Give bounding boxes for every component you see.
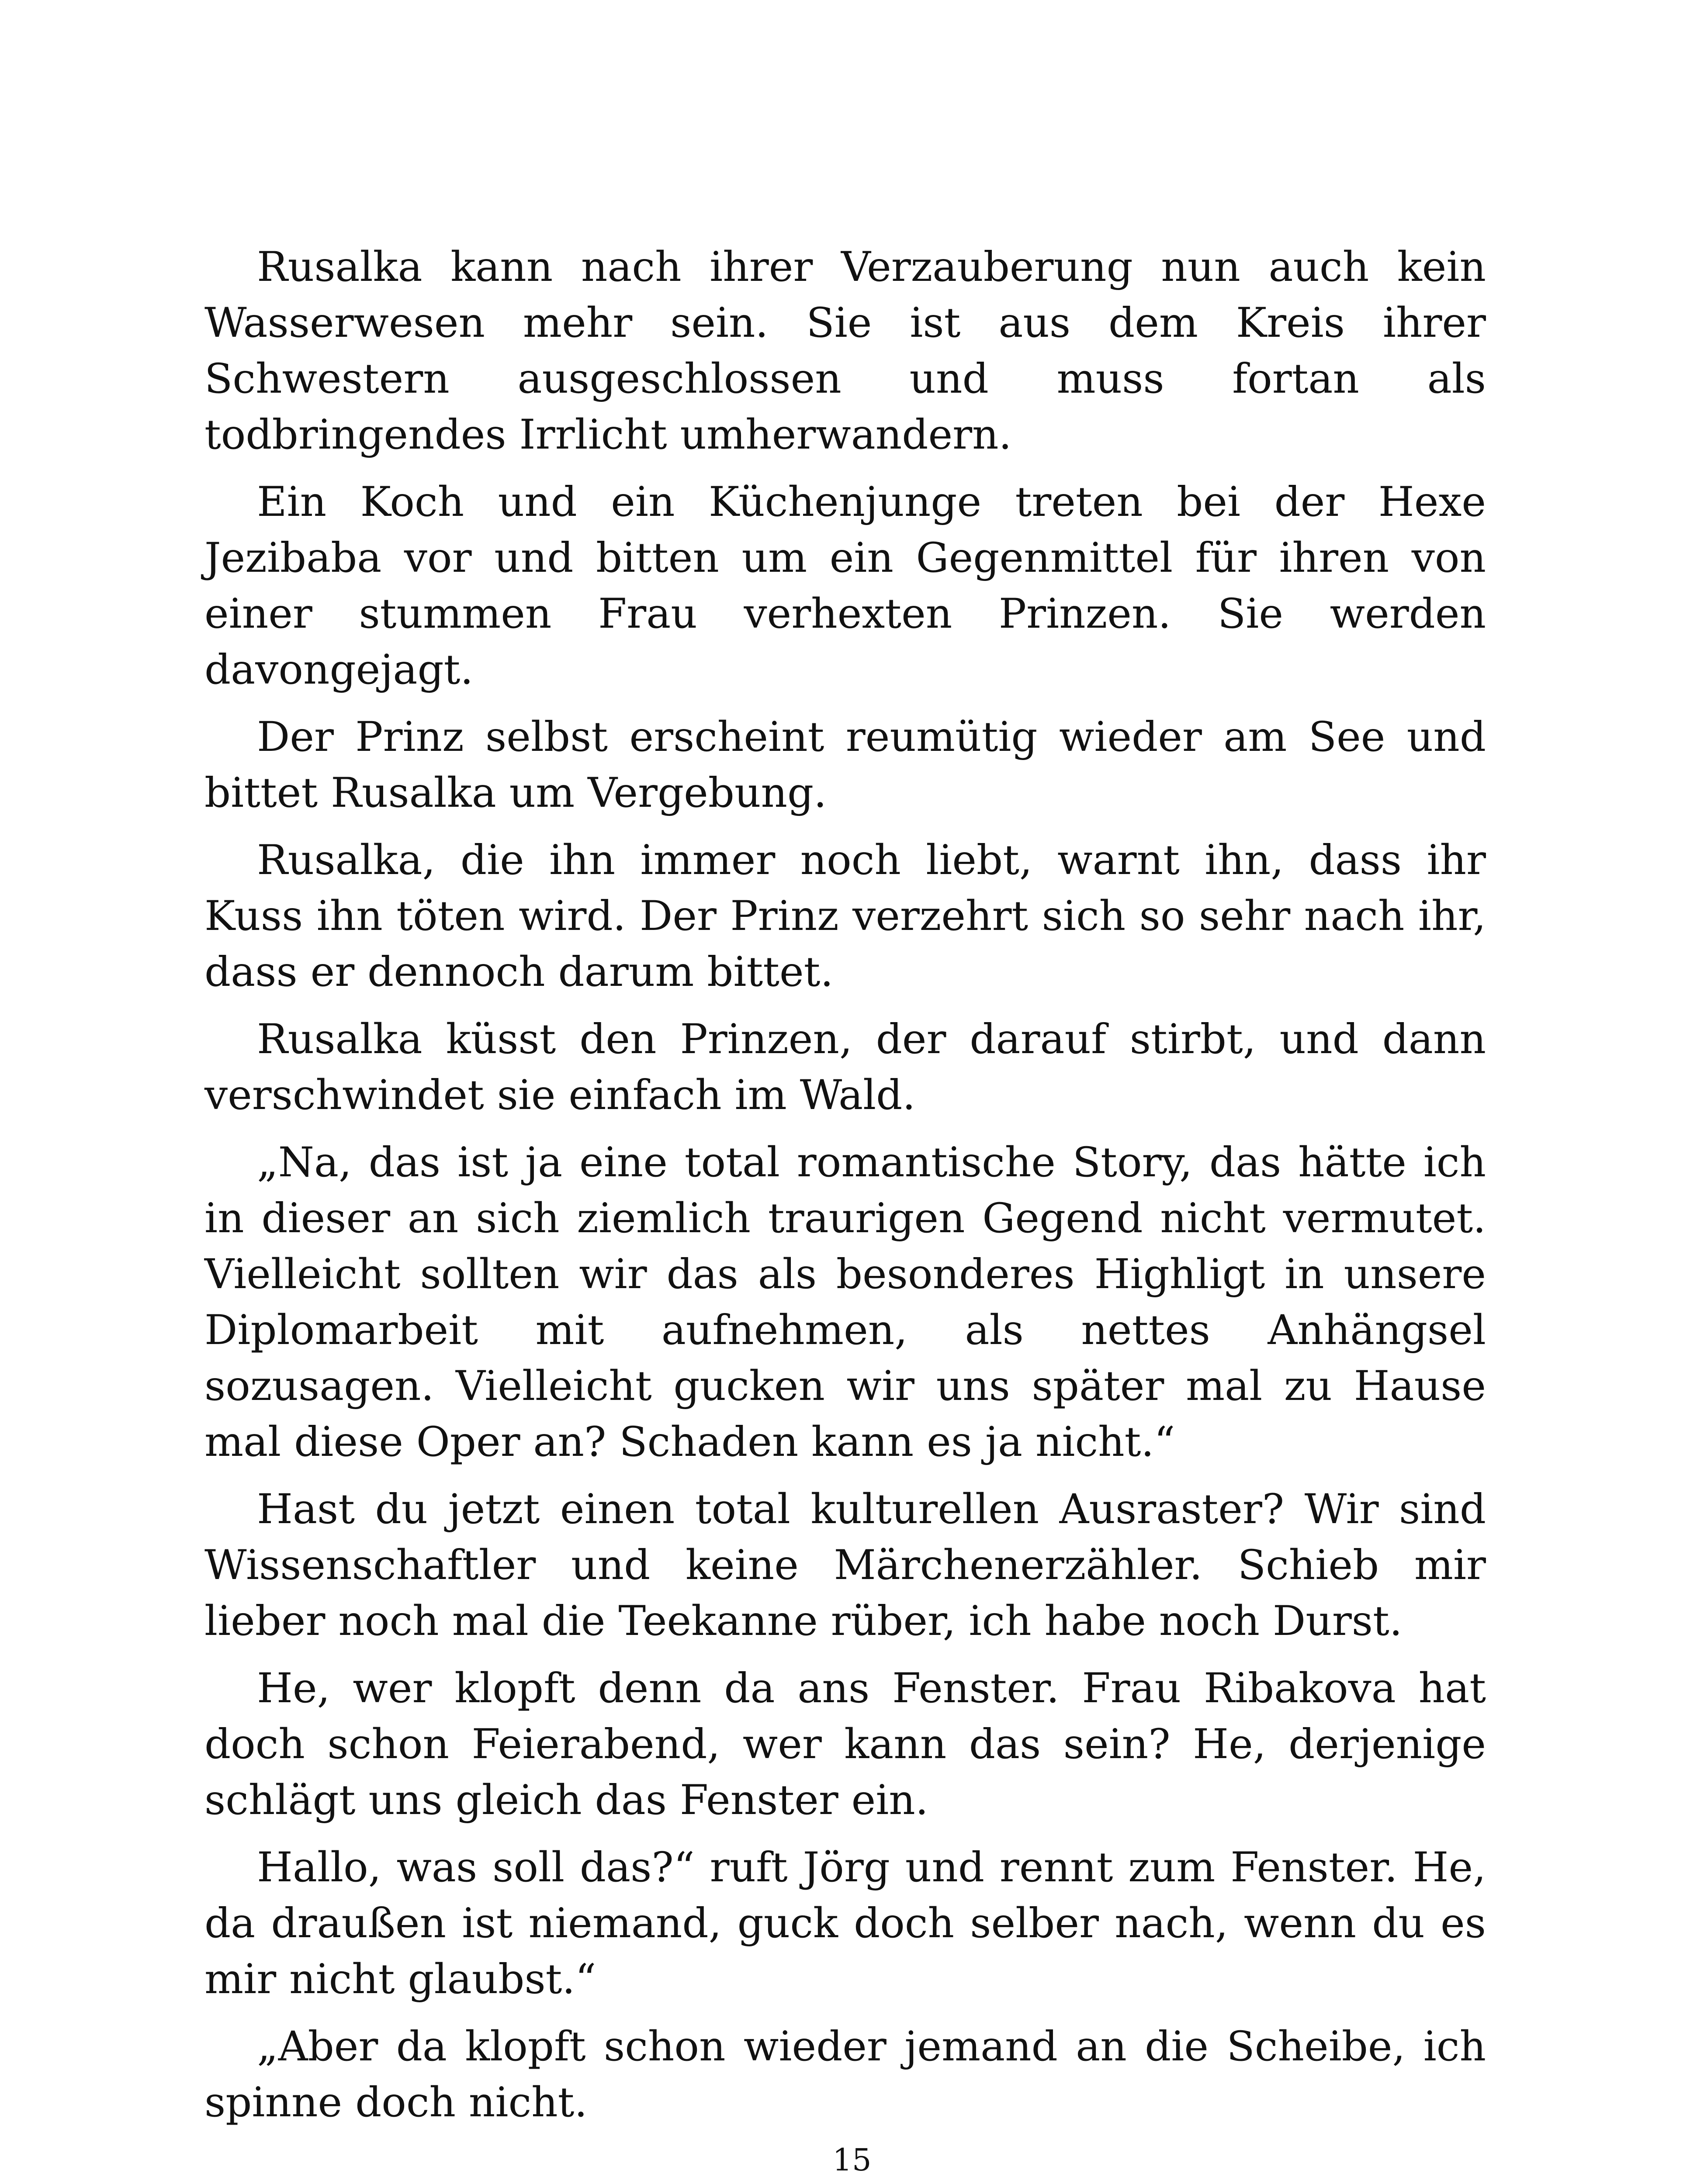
paragraph: „Aber da klopft schon wieder jemand an die Scheibe, ich spinne doch nicht. xyxy=(204,2023,1486,2126)
paragraph: Rusalka kann nach ihrer Verzauberung nun auch kein Wasserwesen mehr sein. Sie ist aus dem Kreis ihrer Schwestern ausgeschlossen und muss fortan als todbringendes Irrlicht umherwandern. xyxy=(204,243,1486,459)
paragraph: Ein Koch und ein Küchenjunge treten bei der Hexe Jezibaba vor und bitten um ein Gegenmittel für ihren von einer stummen Frau verhexten Prinzen. Sie werden davongejagt. xyxy=(204,478,1486,694)
paragraph: Hast du jetzt einen total kulturellen Ausraster? Wir sind Wissenschaftler und keine Märchenerzähler. Schieb mir lieber noch mal die Teekanne rüber, ich habe noch Durst. xyxy=(204,1486,1486,1645)
paragraph: Rusalka küsst den Prinzen, der darauf stirbt, und dann verschwindet sie einfach im Wald. xyxy=(204,1016,1486,1119)
paragraph: Rusalka, die ihn immer noch liebt, warnt ihn, dass ihr Kuss ihn töten wird. Der Prinz verzehrt sich so sehr nach ihr, dass er dennoch darum bittet. xyxy=(204,836,1486,996)
page-number: 15 xyxy=(832,2142,872,2178)
paragraph: „Na, das ist ja eine total romantische Story, das hätte ich in dieser an sich ziemlich traurigen Gegend nicht vermutet. Vielleicht sollten wir das als besonderes Highligt in unsere Diplomarbeit mit aufnehmen, als nettes Anhängsel sozusagen. Vielleicht gucken wir uns später mal zu Hause mal diese Oper an? Schaden kann es ja nicht.“ xyxy=(204,1139,1486,1466)
paragraph: He, wer klopft denn da ans Fenster. Frau Ribakova hat doch schon Feierabend, wer kann das sein? He, derjenige schlägt uns gleich das Fenster ein. xyxy=(204,1665,1486,1824)
paragraph: Hallo, was soll das?“ ruft Jörg und rennt zum Fenster. He, da draußen ist niemand, guck doch selber nach, wenn du es mir nicht glaubst.“ xyxy=(204,1844,1486,2003)
body-text xyxy=(204,239,1486,2142)
paragraph: Der Prinz selbst erscheint reumütig wieder am See und bittet Rusalka um Vergebung. xyxy=(204,713,1486,817)
